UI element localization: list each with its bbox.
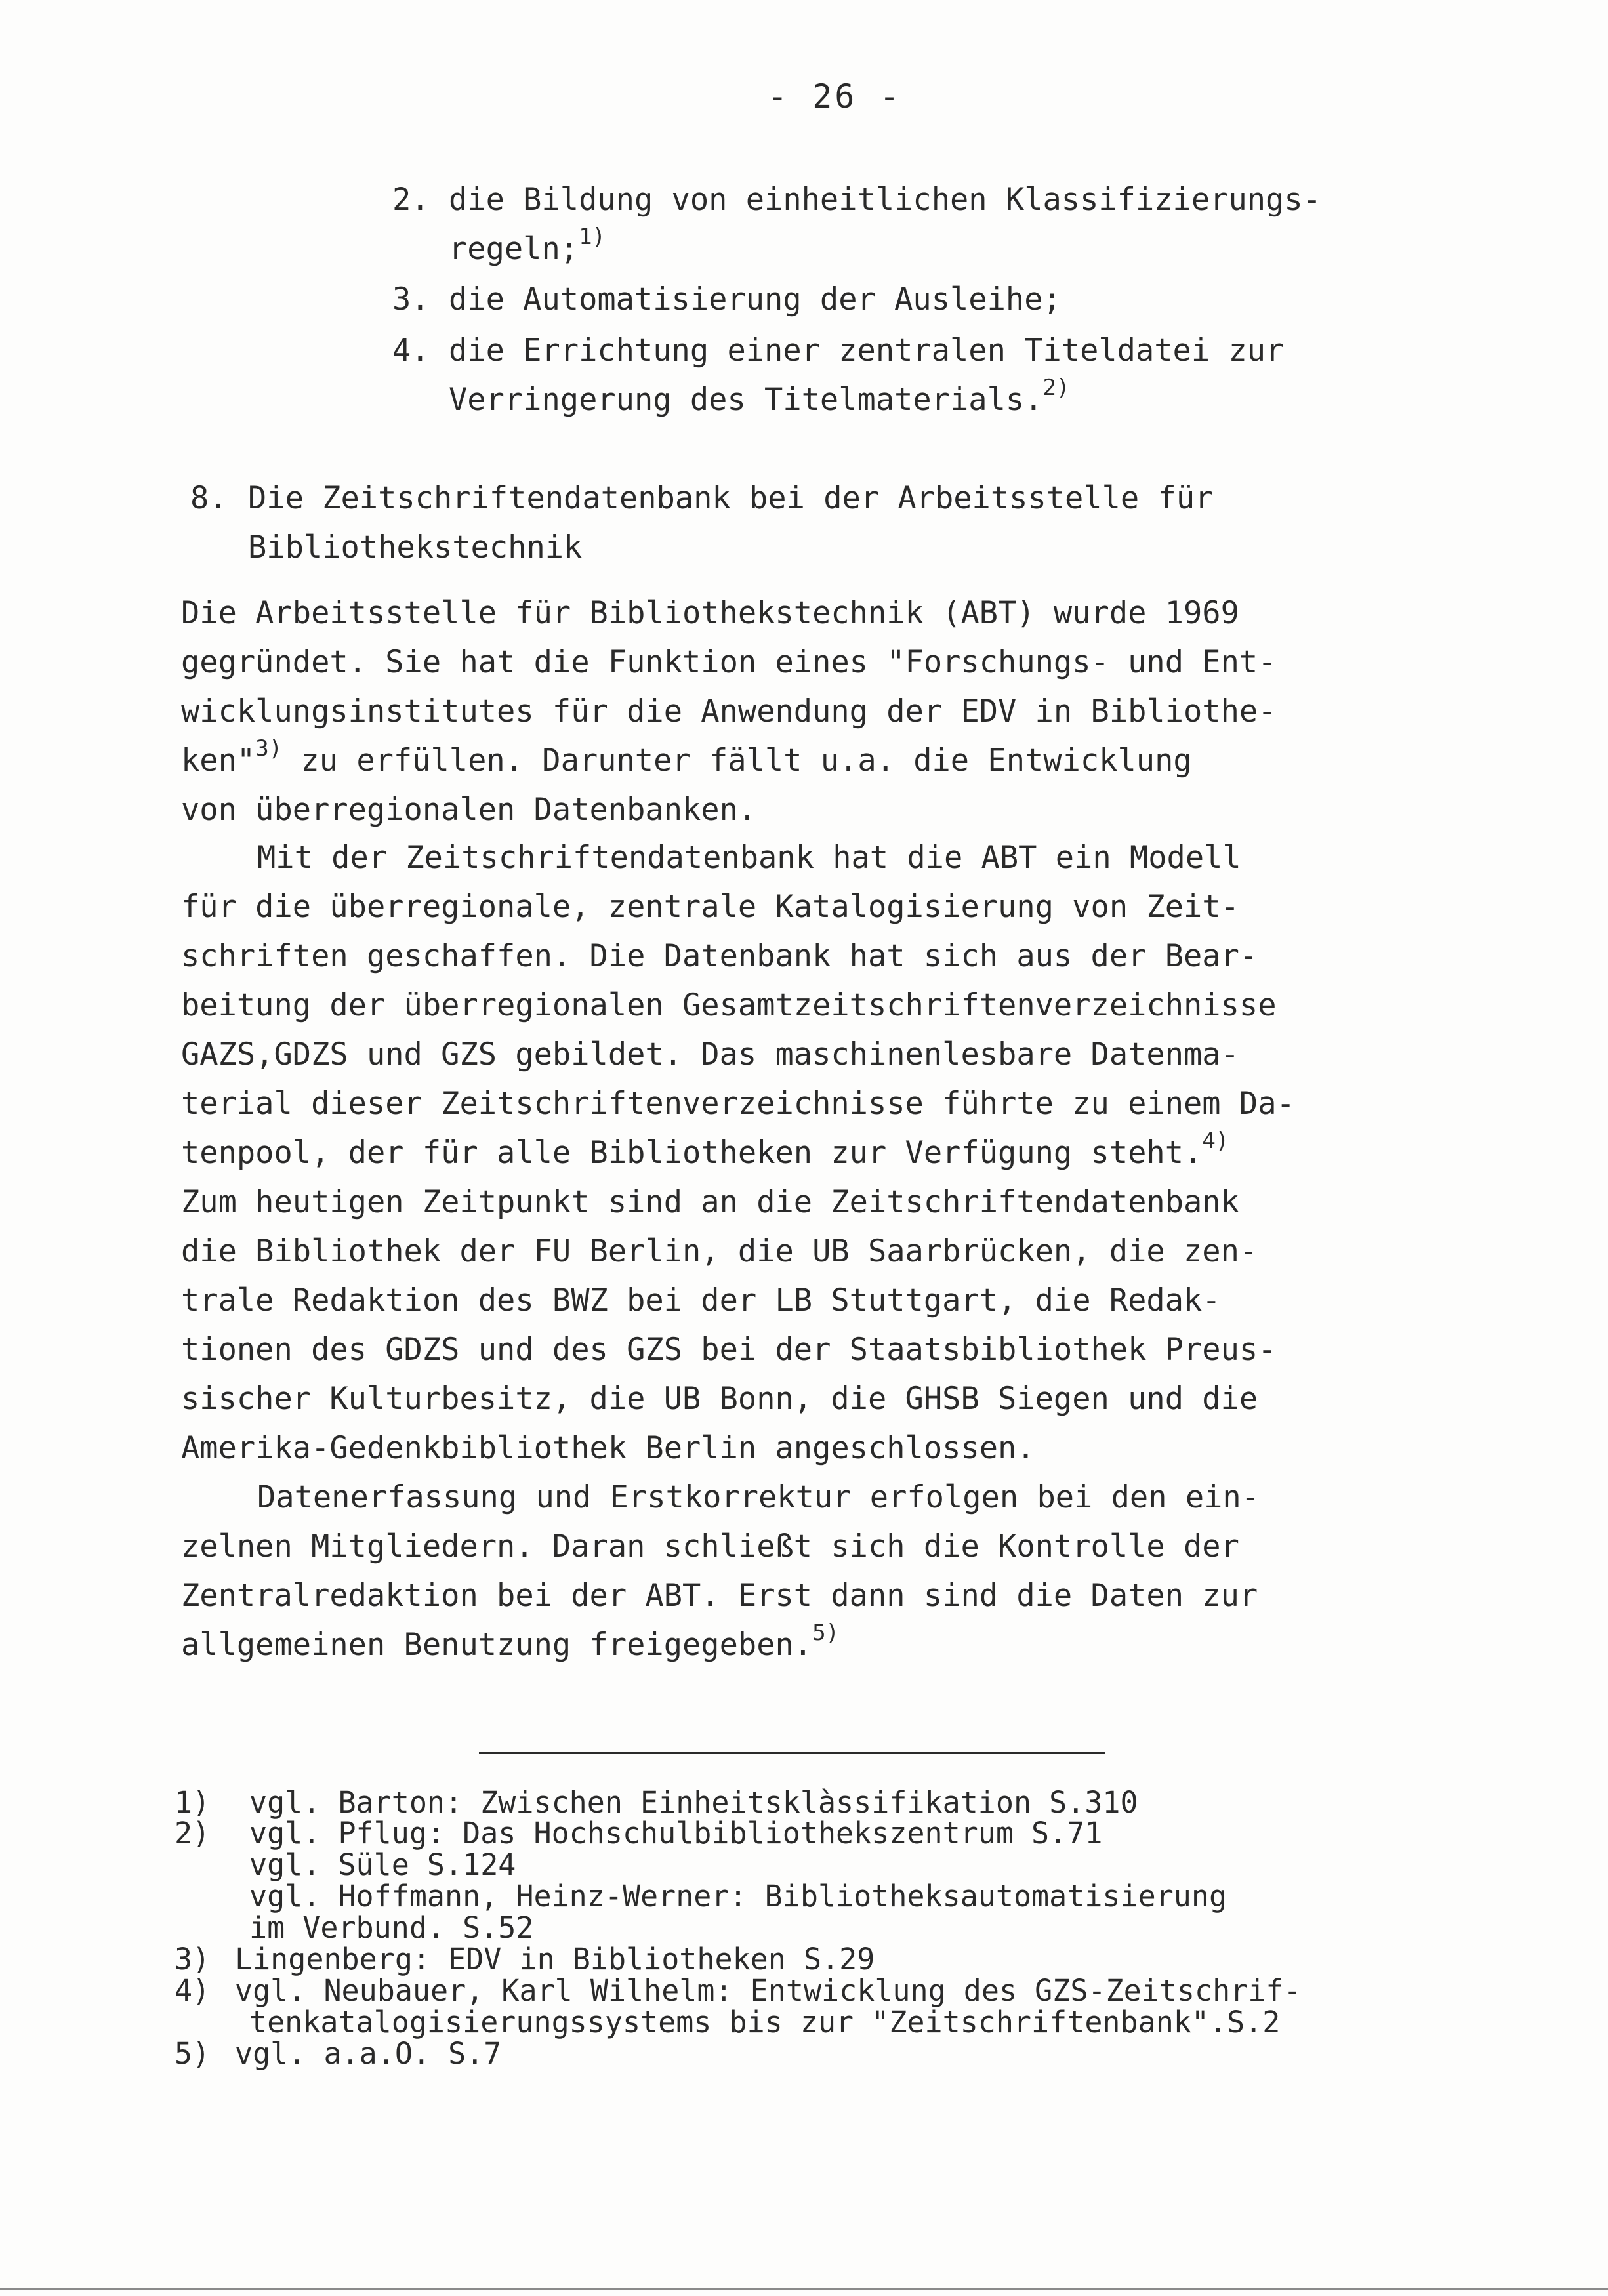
footnote-text: im Verbund. S.52 [249,1910,534,1945]
body-line: allgemeinen Benutzung freigegeben.$^{5)}$ [181,1620,840,1663]
footnote-number: 5) [175,2036,211,2071]
body-line: trale Redaktion des BWZ bei der LB Stuttgart, die Redak- [181,1282,1221,1319]
footnote-text: vgl. Barton: Zwischen Einheitsklàssifikation S.310 [249,1785,1138,1820]
body-line: schriften geschaffen. Die Datenbank hat sich aus der Bear- [181,938,1258,974]
footnote-number: 1) [175,1785,211,1820]
footnote-text: vgl. Pflug: Das Hochschulbibliothekszentrum S.71 [249,1816,1103,1851]
footnote-number: 4) [175,1973,211,2008]
body-line: von überregionalen Datenbanken. [181,792,757,828]
footnote-text: vgl. Hoffmann, Heinz-Werner: Bibliotheksautomatisierung [249,1879,1227,1914]
body-line: tionen des GDZS und des GZS bei der Staatsbibliothek Preus- [181,1332,1277,1368]
body-line: Zentralredaktion bei der ABT. Erst dann sind die Daten zur [181,1578,1258,1614]
list-item-text: regeln;$^{1)}$ [449,224,606,267]
footnote-number: 3) [175,1942,211,1977]
list-item-text: die Bildung von einheitlichen Klassifizierungs- [449,182,1321,218]
section-number: 8. [190,480,228,516]
list-item-text: die Errichtung einer zentralen Titeldatei zur [449,333,1285,369]
body-line: beitung der überregionalen Gesamtzeitschriftenverzeichnisse [181,987,1277,1023]
list-item-number: 3. [392,281,430,318]
footnote-ref: 4) [1202,1128,1229,1155]
body-line: Die Arbeitsstelle für Bibliothekstechnik (ABT) wurde 1969 [181,595,1239,631]
footnote-text: vgl. Neubauer, Karl Wilhelm: Entwicklung des GZS-Zeitschrif- [235,1973,1302,2008]
footnote-text: vgl. a.a.O. S.7 [235,2036,502,2071]
scan-edge [0,2288,1608,2290]
footnote-separator [479,1752,1105,1754]
list-item-text: Verringerung des Titelmaterials.$^{2)}$ [449,375,1070,418]
page-number: - 26 - [768,77,902,115]
footnote-ref: 3) [255,735,283,762]
footnote-ref: 2) [1042,375,1070,401]
body-line: für die überregionale, zentrale Katalogisierung von Zeit- [181,889,1239,925]
body-line: terial dieser Zeitschriftenverzeichnisse führte zu einem Da- [181,1086,1295,1122]
list-item-number: 4. [392,333,430,369]
section-title: Bibliothekstechnik [248,529,583,565]
body-line: ken"$^{3)}$ zu erfüllen. Darunter fällt u.a. die Entwicklung [181,735,1192,779]
body-line: wicklungsinstitutes für die Anwendung der EDV in Bibliothe- [181,693,1277,729]
footnote-ref: 1) [579,224,606,251]
body-line: Mit der Zeitschriftendatenbank hat die ABT ein Modell [257,840,1241,876]
footnote-text: tenkatalogisierungssystems bis zur "Zeitschriftenbank".S.2 [249,2005,1281,2040]
footnote-text: Lingenberg: EDV in Bibliotheken S.29 [235,1942,875,1977]
body-line: Zum heutigen Zeitpunkt sind an die Zeitschriftendatenbank [181,1184,1239,1220]
section-title: Die Zeitschriftendatenbank bei der Arbeitsstelle für [248,480,1214,516]
body-line: GAZS,GDZS und GZS gebildet. Das maschinenlesbare Datenma- [181,1036,1239,1073]
body-line: gegründet. Sie hat die Funktion eines "Forschungs- und Ent- [181,644,1277,680]
body-line: die Bibliothek der FU Berlin, die UB Saarbrücken, die zen- [181,1233,1258,1269]
body-line: Amerika-Gedenkbibliothek Berlin angeschlossen. [181,1430,1035,1466]
footnote-number: 2) [175,1816,211,1851]
body-line: Datenerfassung und Erstkorrektur erfolgen bei den ein- [257,1479,1260,1515]
body-line: zelnen Mitgliedern. Daran schließt sich die Kontrolle der [181,1528,1239,1565]
list-item-text: die Automatisierung der Ausleihe; [449,281,1062,318]
list-item-number: 2. [392,182,430,218]
body-line: tenpool, der für alle Bibliotheken zur Verfügung steht.$^{4)}$ [181,1128,1229,1171]
footnote-ref: 5) [812,1620,840,1647]
body-line: sischer Kulturbesitz, die UB Bonn, die GHSB Siegen und die [181,1381,1258,1417]
footnote-text: vgl. Süle S.124 [249,1847,516,1882]
